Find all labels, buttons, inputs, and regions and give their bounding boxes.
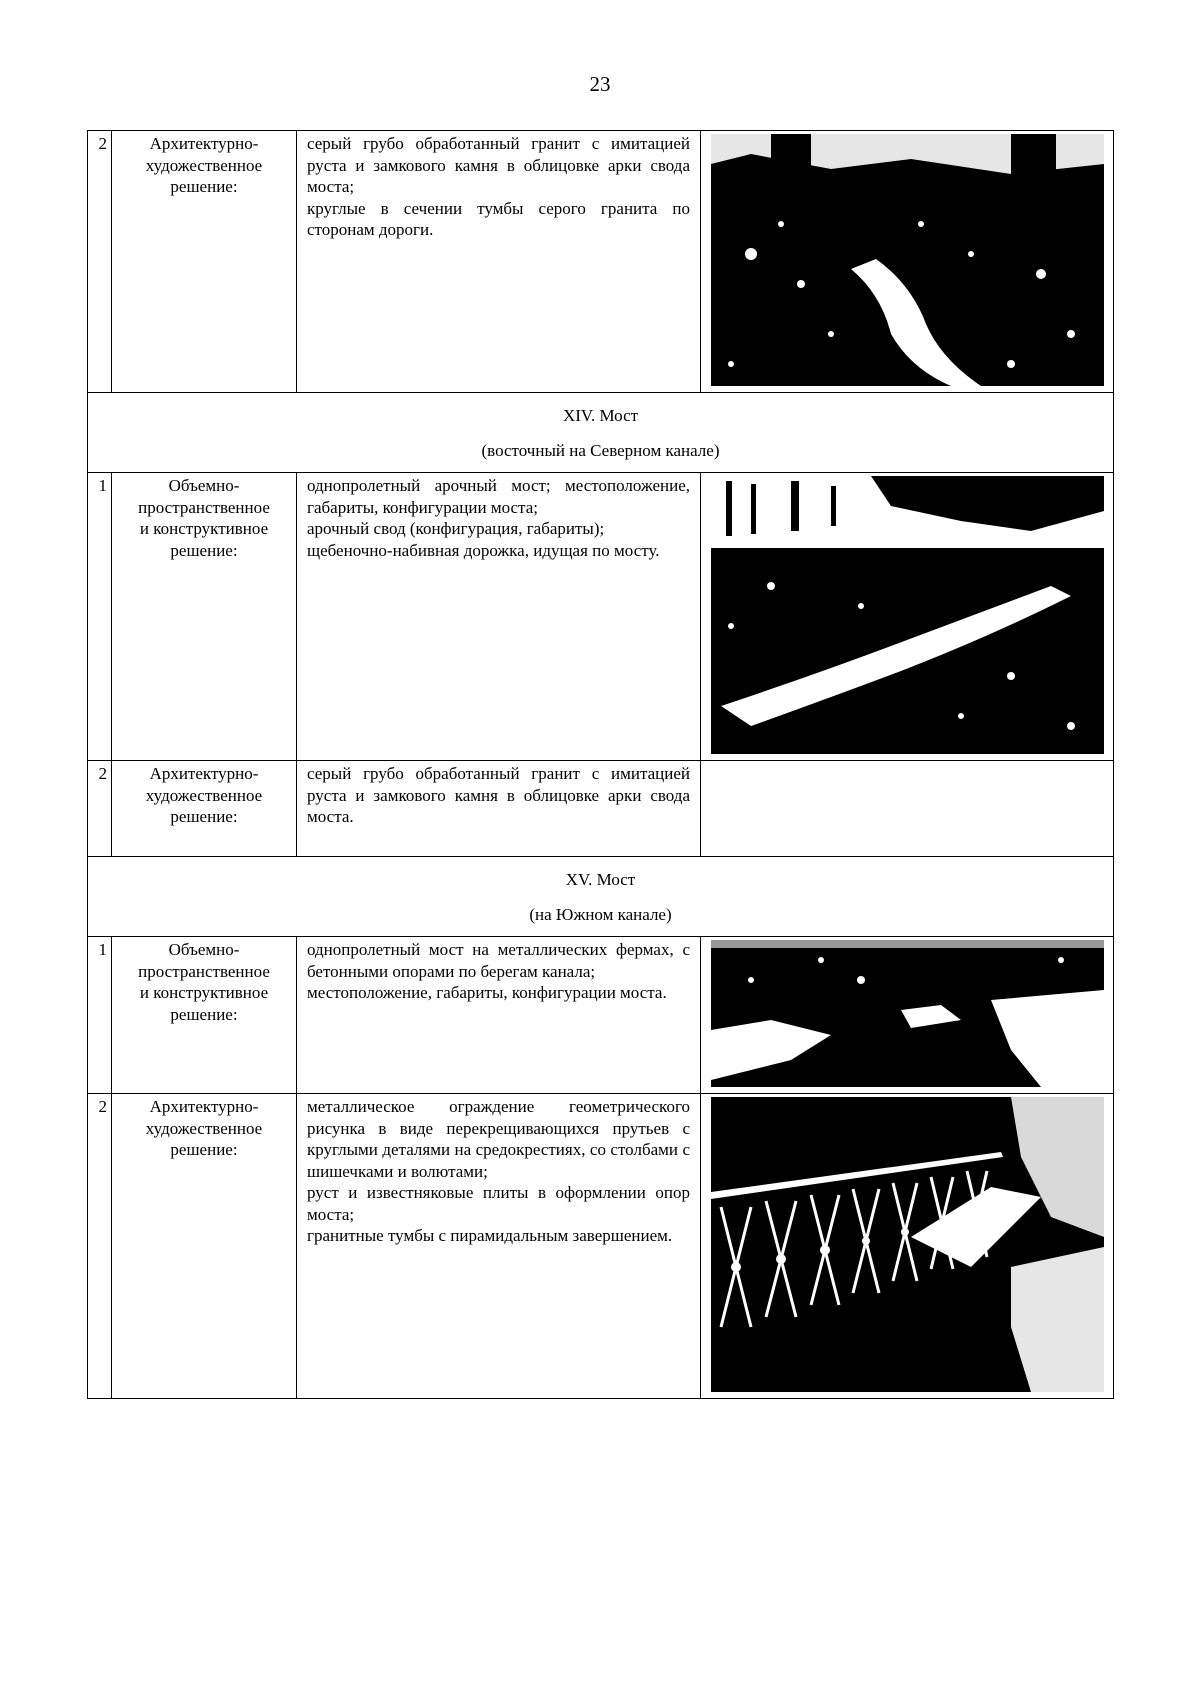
table-row bbox=[88, 1094, 1114, 1399]
photo-cell bbox=[701, 131, 1114, 393]
table-row bbox=[88, 473, 1114, 761]
feature-name: Объемно- пространственное и конструктивное решение: bbox=[112, 473, 297, 761]
row-number: 2 bbox=[88, 1094, 112, 1399]
feature-description: однопролетный арочный мост; местоположение, габариты, конфигурации моста; арочный свод (конфигурация, габариты); щебеночно-набивная дорожка, идущая по мосту. bbox=[297, 473, 701, 761]
section-header bbox=[88, 393, 1114, 473]
eastern-bridge-photo bbox=[711, 476, 1104, 754]
feature-name: Архитектурно- художественное решение: bbox=[112, 131, 297, 393]
photo-cell-empty bbox=[701, 761, 1114, 857]
feature-name: Архитектурно- художественное решение: bbox=[112, 761, 297, 857]
section-title: XV. Мост bbox=[565, 870, 636, 889]
photo-cell bbox=[701, 473, 1114, 761]
feature-name: Объемно- пространственное и конструктивное решение: bbox=[112, 937, 297, 1094]
section-header-cell bbox=[88, 393, 1114, 473]
feature-description: металлическое ограждение геометрического рисунка в виде перекрещивающихся прутьев с круглыми деталями на средокрестиях, со столбами с шишечками и волютами; руст и известняковые плиты в оформлении опор моста; гранитные тумбы с пирамидальным завершением. bbox=[297, 1094, 701, 1399]
bridge-arch-photo bbox=[711, 134, 1104, 386]
row-number: 2 bbox=[88, 761, 112, 857]
table-row bbox=[88, 761, 1114, 857]
feature-description: однопролетный мост на металлических фермах, с бетонными опорами по берегам канала; местоположение, габариты, конфигурации моста. bbox=[297, 937, 701, 1094]
section-subtitle: (восточный на Северном канале) bbox=[481, 441, 720, 460]
monument-table bbox=[87, 130, 1114, 1399]
section-header-cell bbox=[88, 857, 1114, 937]
bridge-railing-photo bbox=[711, 1097, 1104, 1392]
section-header bbox=[88, 857, 1114, 937]
row-number: 2 bbox=[88, 131, 112, 393]
row-number: 1 bbox=[88, 473, 112, 761]
section-subtitle: (на Южном канале) bbox=[529, 905, 672, 924]
southern-canal-bridge-photo bbox=[711, 940, 1104, 1087]
feature-description: серый грубо обработанный гранит с имитацией руста и замкового камня в облицовке арки свода моста; круглые в сечении тумбы серого гранита по сторонам дороги. bbox=[297, 131, 701, 393]
feature-description: серый грубо обработанный гранит с имитацией руста и замкового камня в облицовке арки свода моста. bbox=[297, 761, 701, 857]
section-title: XIV. Мост bbox=[562, 406, 639, 425]
table-row bbox=[88, 131, 1114, 393]
row-number: 1 bbox=[88, 937, 112, 1094]
table-row bbox=[88, 937, 1114, 1094]
page-number: 23 bbox=[589, 72, 611, 96]
photo-cell bbox=[701, 937, 1114, 1094]
photo-cell bbox=[701, 1094, 1114, 1399]
feature-name: Архитектурно- художественное решение: bbox=[112, 1094, 297, 1399]
